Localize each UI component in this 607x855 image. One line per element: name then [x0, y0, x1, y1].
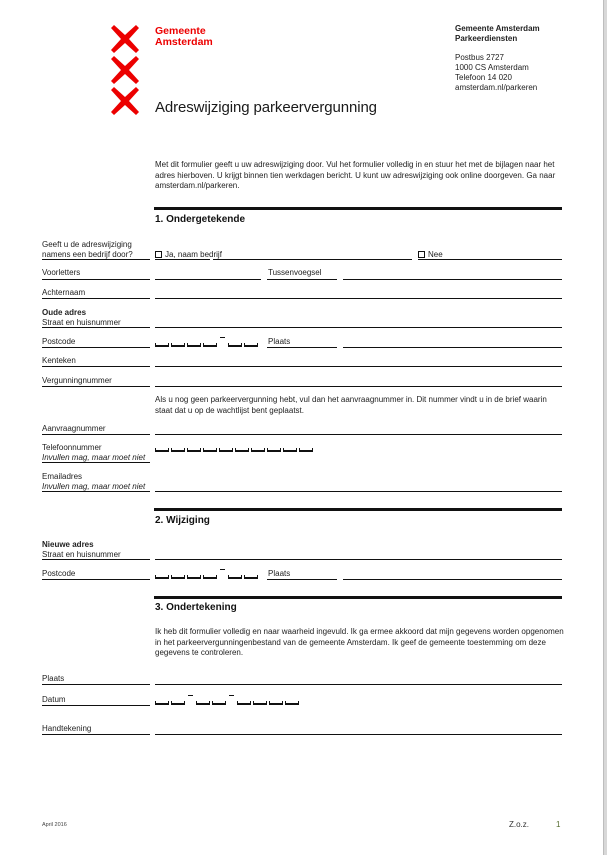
infix-label: Tussenvoegsel [268, 268, 322, 277]
address-web: amsterdam.nl/parkeren [455, 83, 538, 92]
email-label: Emailadres Invullen mag, maar moet niet [42, 472, 146, 491]
sign-place-field[interactable] [155, 684, 562, 685]
license-plate-label: Kenteken [42, 356, 76, 365]
license-plate-field[interactable] [155, 366, 562, 367]
infix-field[interactable] [343, 279, 562, 280]
window-edge [603, 0, 607, 855]
old-postcode-field[interactable] [155, 337, 258, 347]
old-city-label: Plaats [268, 337, 291, 346]
sign-place-label: Plaats [42, 674, 65, 683]
phone-label: Telefoonnummer Invullen mag, maar moet niet [42, 443, 146, 462]
old-postcode-label: Postcode [42, 337, 76, 346]
declaration-text: Ik heb dit formulier volledig en naar waarheid ingevuld. Ik ga ermee akkoord dat mijn gegevens worden opgenomen in het parkeervergunningenbestand van de gemeente Amsterdam. Ik geef de gemeente toestemming om deze gegevens te controleren. [155, 627, 564, 657]
yes-checkbox[interactable] [155, 251, 162, 258]
initials-field[interactable] [155, 279, 261, 280]
brand-line2: Amsterdam [155, 36, 213, 48]
new-address-label: Nieuwe adres Straat en huisnummer [42, 540, 121, 559]
company-name-field[interactable] [213, 259, 412, 260]
old-city-field[interactable] [343, 347, 562, 348]
application-number-label: Aanvraagnummer [42, 424, 106, 433]
andreas-cross-x-icon [111, 56, 139, 84]
section-divider [154, 508, 562, 511]
permit-number-label: Vergunningnummer [42, 376, 112, 385]
section-2-title: 2. Wijziging [155, 515, 210, 526]
address-postbus: Postbus 2727 [455, 53, 504, 62]
initials-label: Voorletters [42, 268, 81, 277]
brand-name [155, 26, 213, 48]
page-title: Adreswijziging parkeervergunning [155, 99, 377, 116]
email-field[interactable] [155, 491, 562, 492]
no-checkbox[interactable] [418, 251, 425, 258]
surname-field[interactable] [155, 298, 562, 299]
company-no-option[interactable]: Nee [418, 250, 443, 259]
new-street-field[interactable] [155, 559, 562, 560]
date-label: Datum [42, 695, 66, 704]
permit-note: Als u nog geen parkeervergunning hebt, vul dan het aanvraagnummer in. Dit nummer vindt u in de brief waarin staat dat u op de wachtlijst bent geplaatst. [155, 395, 547, 415]
andreas-cross-x-icon [111, 25, 139, 53]
address-dept: Parkeerdiensten [455, 34, 518, 43]
address-phone: Telefoon 14 020 [455, 73, 512, 82]
application-number-field[interactable] [155, 434, 562, 435]
new-postcode-field[interactable] [155, 569, 258, 579]
section-3-title: 3. Ondertekening [155, 602, 237, 613]
section-divider [154, 207, 562, 210]
andreas-cross-x-icon [111, 87, 139, 115]
brand-line1: Gemeente [155, 25, 206, 37]
address-org: Gemeente Amsterdam [455, 24, 540, 33]
logo [111, 25, 141, 118]
page-number: 1 [556, 820, 561, 829]
signature-field[interactable] [155, 734, 562, 735]
company-question-label: Geeft u de adreswijziging namens een bedrijf door? [42, 240, 133, 259]
section-1-title: 1. Ondergetekende [155, 214, 246, 225]
company-yes-option[interactable]: Ja, naam bedrijf [155, 250, 222, 259]
permit-number-field[interactable] [155, 386, 562, 387]
new-city-label: Plaats [268, 569, 291, 578]
section-divider [154, 596, 562, 599]
phone-field[interactable] [155, 448, 313, 452]
footer-date: April 2016 [42, 822, 67, 828]
new-city-field[interactable] [343, 579, 562, 580]
please-turn-over: Z.o.z. [509, 820, 530, 829]
address-city: 1000 CS Amsterdam [455, 63, 529, 72]
old-address-label: Oude adres Straat en huisnummer [42, 308, 121, 327]
new-postcode-label: Postcode [42, 569, 76, 578]
signature-label: Handtekening [42, 724, 92, 733]
surname-label: Achternaam [42, 288, 86, 297]
date-field[interactable] [155, 695, 299, 705]
old-street-field[interactable] [155, 327, 562, 328]
intro-text: Met dit formulier geeft u uw adreswijziging door. Vul het formulier volledig in en stuur het met de bijlagen naar het adres hierboven. U krijgt binnen tien werkdagen bericht. U kunt uw adreswijziging ook online doorgeven. Ga naar amsterdam.nl/parkeren. [155, 160, 556, 190]
return-address [455, 24, 540, 93]
